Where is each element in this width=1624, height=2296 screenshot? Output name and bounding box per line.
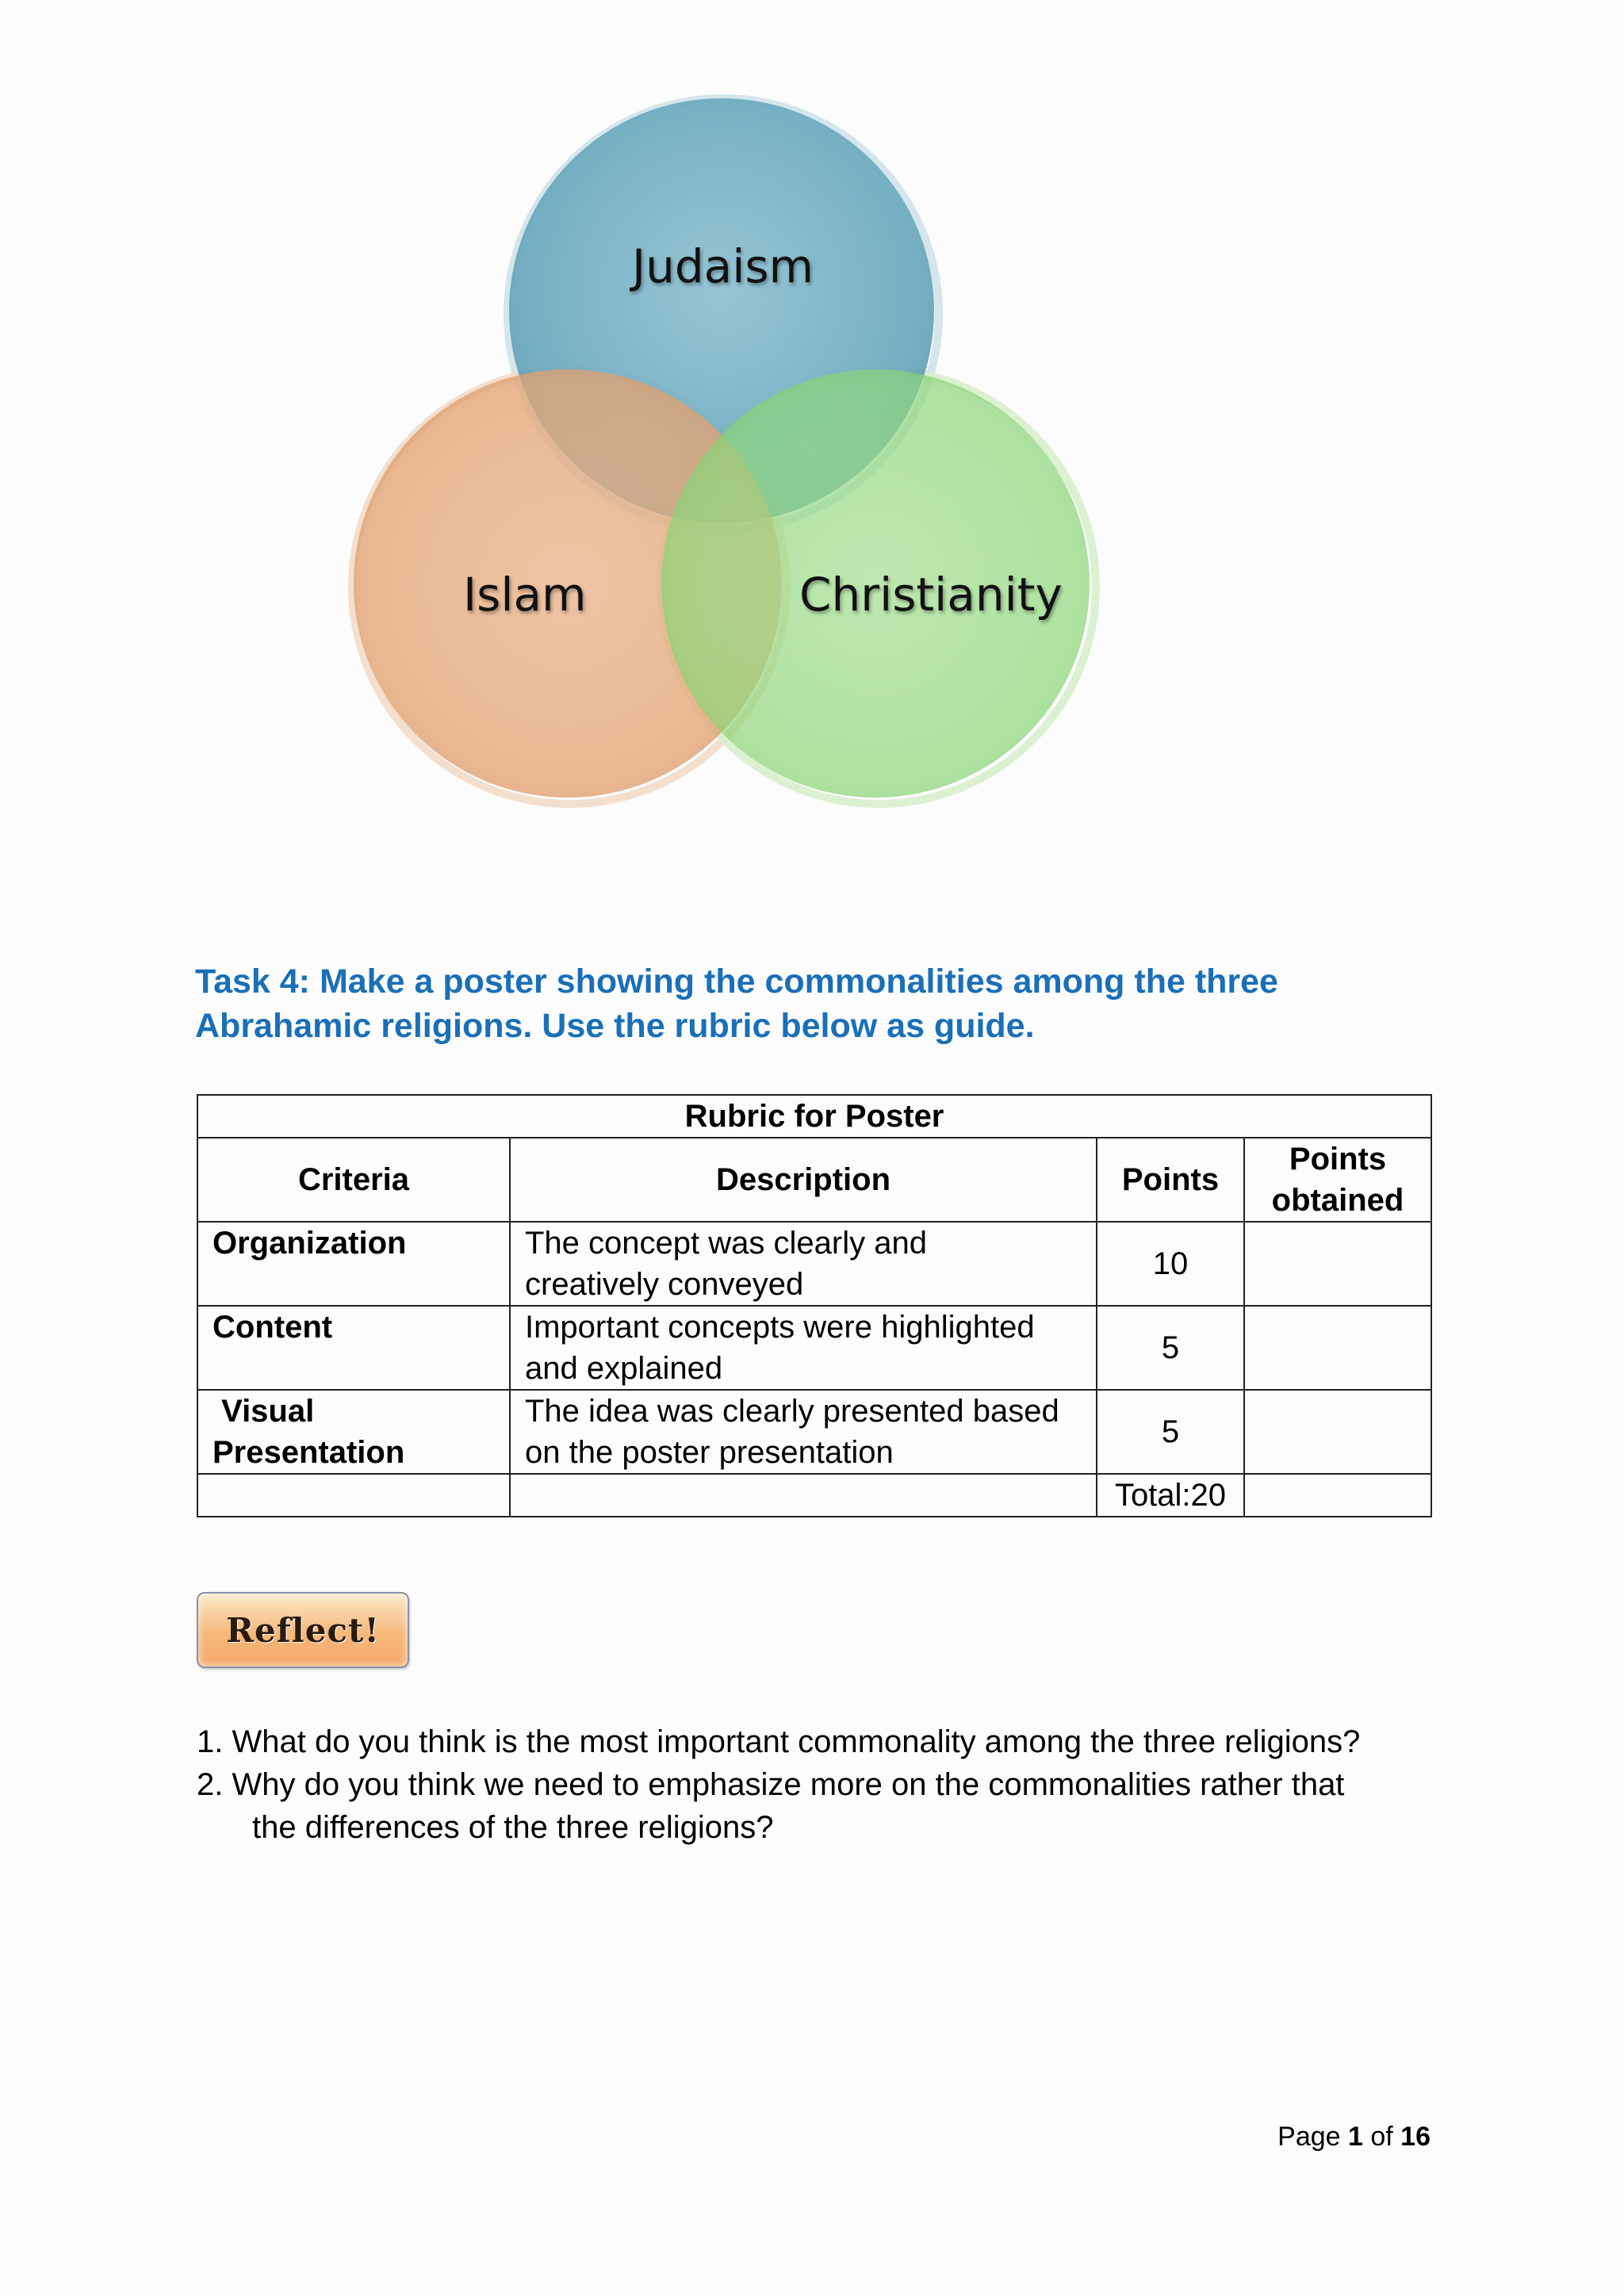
task-heading	[195, 959, 1432, 1048]
criteria-cell	[197, 1222, 510, 1306]
description-line-1: Important concepts were highlighted	[525, 1310, 1035, 1345]
question-2	[197, 1763, 1450, 1849]
criteria-line-1: Content	[213, 1310, 333, 1345]
description-cell	[510, 1390, 1097, 1474]
rubric-header-row	[197, 1138, 1431, 1222]
rubric-title: Rubric for Poster	[197, 1095, 1431, 1138]
page-current: 1	[1348, 2122, 1363, 2152]
venn-label-judaism: Judaism	[632, 239, 814, 293]
venn-label-islam: Islam	[463, 568, 587, 622]
rubric-title-row	[197, 1095, 1431, 1138]
description-line-1: The concept was clearly and	[525, 1226, 927, 1261]
criteria-line-2: Presentation	[213, 1435, 405, 1470]
task-heading-line-2: Abrahamic religions. Use the rubric below as guide.	[195, 1007, 1035, 1045]
header-criteria: Criteria	[197, 1138, 510, 1222]
points-obtained-cell[interactable]	[1244, 1390, 1431, 1474]
header-points: Points	[1097, 1138, 1244, 1222]
header-description: Description	[510, 1138, 1097, 1222]
header-points-obtained-line-1: Points	[1289, 1142, 1387, 1177]
description-cell	[510, 1222, 1097, 1306]
rubric-row-organization	[197, 1222, 1431, 1306]
page-total: 16	[1400, 2122, 1431, 2152]
rubric-row-visual-presentation	[197, 1390, 1431, 1474]
points-cell: 5	[1097, 1390, 1244, 1474]
header-points-obtained	[1244, 1138, 1431, 1222]
question-2-line-1: 2. Why do you think we need to emphasize more on the commonalities rather that	[197, 1767, 1345, 1802]
page-middle: of	[1362, 2122, 1401, 2152]
criteria-line-1: Organization	[213, 1226, 407, 1261]
venn-label-christianity: Christianity	[799, 568, 1063, 622]
rubric-row-content	[197, 1306, 1431, 1390]
description-line-2: and explained	[525, 1351, 723, 1386]
total-points: Total:20	[1097, 1474, 1244, 1517]
points-obtained-cell[interactable]	[1244, 1306, 1431, 1390]
points-cell: 5	[1097, 1306, 1244, 1390]
points-obtained-cell[interactable]	[1244, 1222, 1431, 1306]
empty-cell	[197, 1474, 510, 1517]
venn-circles	[0, 0, 1624, 825]
reflect-badge	[197, 1592, 409, 1668]
criteria-cell	[197, 1306, 510, 1390]
description-cell	[510, 1306, 1097, 1390]
description-line-2: on the poster presentation	[525, 1435, 894, 1470]
criteria-cell	[197, 1390, 510, 1474]
empty-cell	[510, 1474, 1097, 1517]
rubric-total-row	[197, 1474, 1431, 1517]
reflect-label: Reflect!	[226, 1610, 380, 1650]
page-prefix: Page	[1277, 2122, 1348, 2152]
page-number	[1277, 2122, 1431, 2152]
question-1-text: 1. What do you think is the most important commonality among the three religions?	[197, 1724, 1361, 1759]
rubric-table	[197, 1094, 1432, 1517]
task-heading-line-1: Task 4: Make a poster showing the commonalities among the three	[195, 962, 1278, 1001]
points-cell: 10	[1097, 1222, 1244, 1306]
description-line-1: The idea was clearly presented based	[525, 1394, 1059, 1429]
total-obtained-cell[interactable]	[1244, 1474, 1431, 1517]
question-2-line-2: the differences of the three religions?	[252, 1810, 774, 1845]
question-1	[197, 1720, 1450, 1763]
description-line-2: creatively conveyed	[525, 1267, 804, 1302]
header-points-obtained-line-2: obtained	[1271, 1183, 1404, 1218]
criteria-line-1: Visual	[213, 1394, 315, 1429]
reflection-questions	[197, 1720, 1450, 1849]
venn-diagram	[0, 0, 1624, 825]
